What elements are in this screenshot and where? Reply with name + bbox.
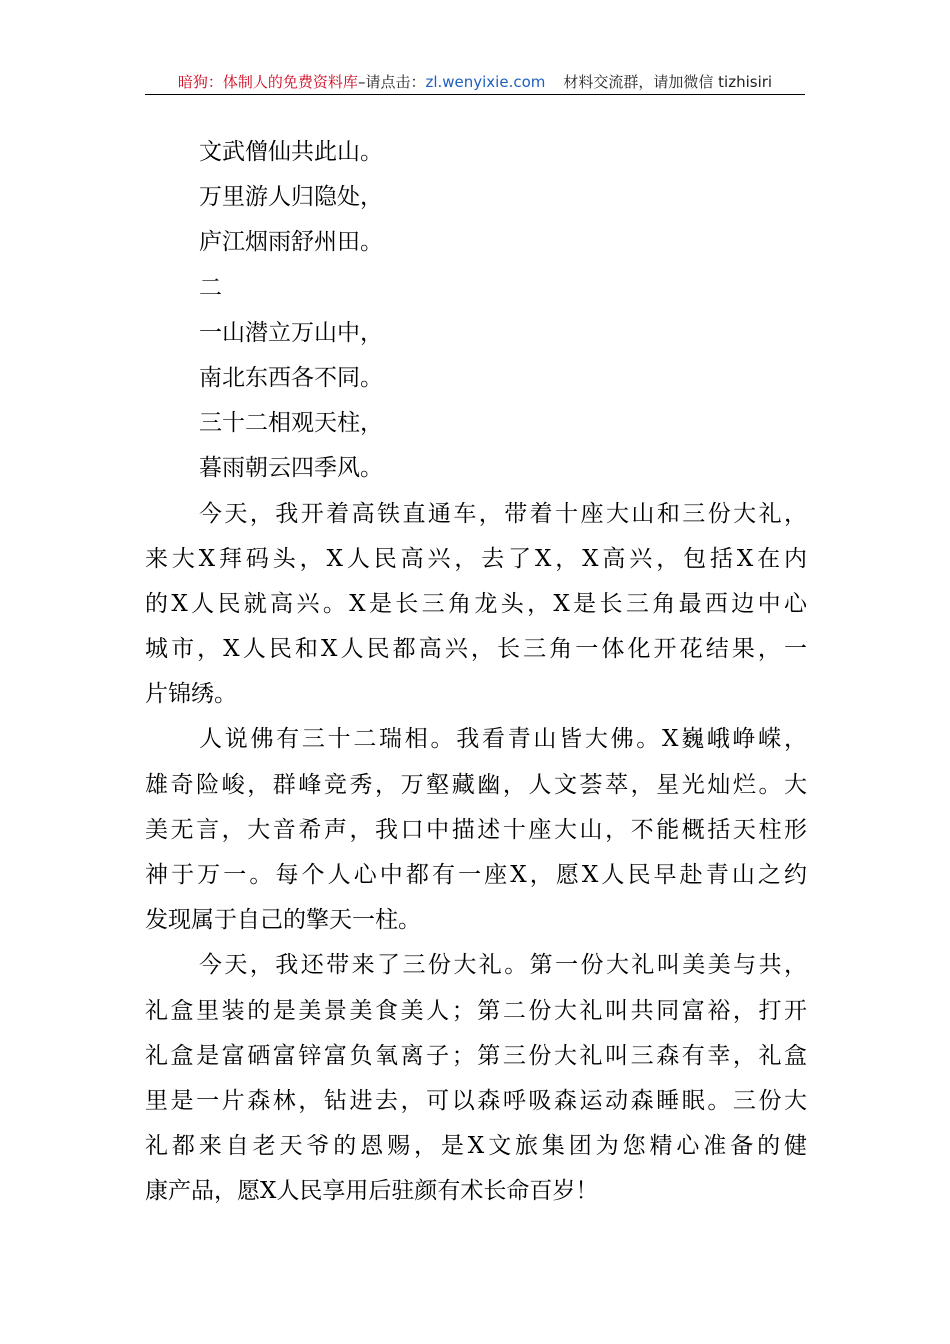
paragraph-line: 礼盒里装的是美景美食美人；第二份大礼叫共同富裕，打开 (145, 997, 807, 1024)
header-site-link[interactable]: zl.wenyixie.com (425, 73, 546, 91)
paragraph-line: 今天，我还带来了三份大礼。第一份大礼叫美美与共， (199, 952, 807, 979)
paragraph-mountains (145, 717, 807, 943)
poem-line: 庐江烟雨舒州田。 (199, 229, 383, 256)
paragraph-line: 发现属于自己的擎天一柱。 (145, 907, 421, 934)
document-body (145, 130, 807, 1215)
poem-line: 暮雨朝云四季风。 (199, 455, 383, 482)
paragraph-line: 神于万一。每个人心中都有一座X，愿X人民早赴青山之约 (145, 862, 807, 888)
paragraph-line: 城市，X人民和X人民都高兴，长三角一体化开花结果，一 (145, 636, 807, 663)
header-click-prompt: –请点击： (357, 73, 426, 91)
paragraph-line: 片锦绣。 (145, 681, 237, 708)
paragraph-greeting (145, 492, 807, 718)
paragraph-line: 的X人民就高兴。X是长三角龙头，X是长三角最西边中心 (145, 590, 807, 617)
paragraph-line: 礼都来自老天爷的恩赐，是X文旅集团为您精心准备的健 (145, 1133, 807, 1160)
poem-line: 文武僧仙共此山。 (199, 139, 383, 165)
paragraph-line: 雄奇险峻，群峰竞秀，万壑藏幽，人文荟萃，星光灿烂。大 (145, 771, 807, 798)
paragraph-line: 美无言，大音希声，我口中描述十座大山，不能概括天柱形 (145, 816, 807, 843)
poem-section-number: 二 (199, 274, 222, 301)
paragraph-line: 康产品，愿X人民享用后驻颜有术长命百岁！ (145, 1178, 599, 1205)
header-wechat-note: 材料交流群，请加微信 tizhisiri (563, 73, 773, 91)
paragraph-line: 礼盒是富硒富锌富负氧离子；第三份大礼叫三森有幸，礼盒 (145, 1042, 807, 1069)
paragraph-gifts (145, 943, 807, 1214)
page-header (145, 72, 805, 95)
paragraph-line: 里是一片森林，钻进去，可以森呼吸森运动森睡眠。三份大 (145, 1087, 807, 1114)
poem-line: 万里游人归隐处， (199, 184, 383, 211)
paragraph-line: 今天，我开着高铁直通车，带着十座大山和三份大礼， (199, 500, 807, 527)
paragraph-line: 来大X拜码头，X人民高兴，去了X，X高兴，包括X在内 (145, 545, 807, 572)
header-brand: 暗狗：体制人的免费资料库 (177, 73, 358, 91)
poem-line: 一山潜立万山中， (199, 319, 383, 346)
poem-line: 三十二相观天柱， (199, 410, 383, 437)
poem-line: 南北东西各不同。 (199, 364, 383, 391)
paragraph-line: 人说佛有三十二瑞相。我看青山皆大佛。X巍峨峥嵘， (199, 726, 807, 753)
